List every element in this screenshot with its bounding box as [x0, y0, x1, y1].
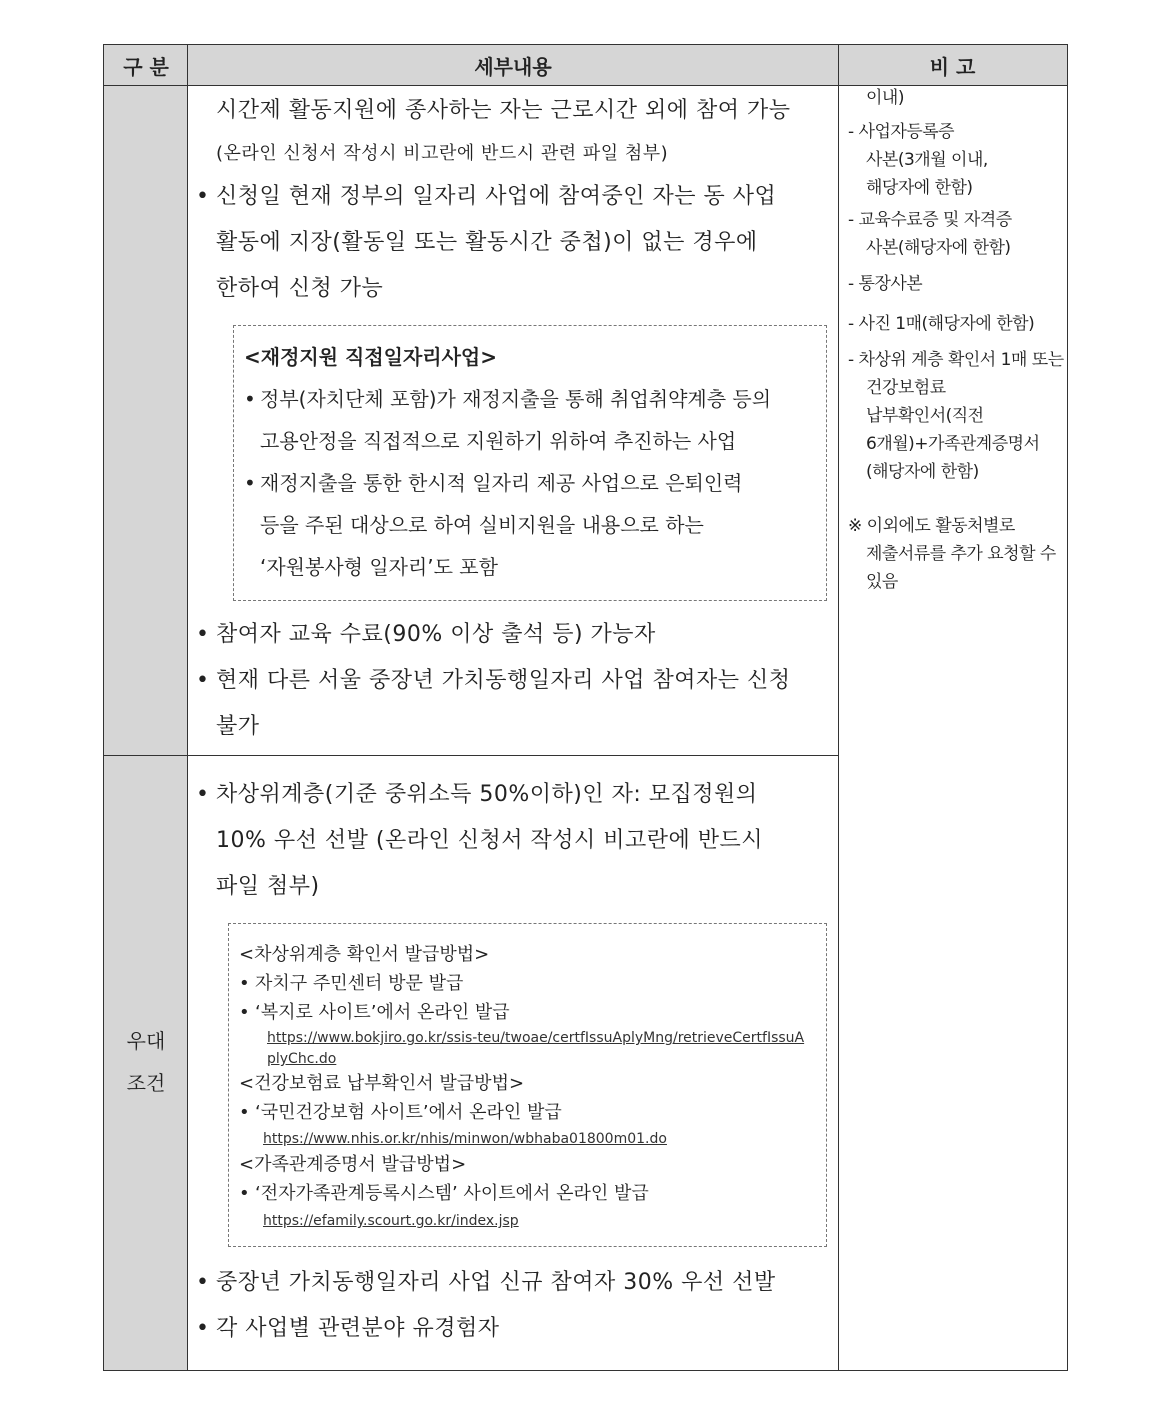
- remark-line: - 통장사본: [848, 274, 923, 294]
- category-label-line1: 우대: [126, 1029, 166, 1053]
- link-nhis[interactable]: https://www.nhis.or.kr/nhis/minwon/wbhaba01800m01.do: [263, 1131, 667, 1147]
- bullet-item: • 중장년 가치동행일자리 사업 신규 참여자 30% 우선 선발: [196, 1270, 776, 1295]
- table-border-left: [103, 44, 104, 1371]
- table-border-top: [103, 44, 1068, 45]
- text-line: (온라인 신청서 작성시 비고란에 반드시 관련 파일 첨부): [216, 143, 669, 164]
- box-title: <차상위계층 확인서 발급방법>: [239, 944, 490, 965]
- remark-line: (해당자에 한함): [866, 462, 979, 482]
- table-col-divider-1: [187, 44, 188, 1371]
- bullet-item: • 각 사업별 관련분야 유경험자: [196, 1316, 500, 1341]
- content-section-eligibility-2: [196, 612, 831, 750]
- header-col-remarks: [838, 45, 1067, 85]
- box-item: 고용안정을 직접적으로 지원하기 위하여 추진하는 사업: [260, 429, 737, 453]
- remark-line: 사본(3개월 이내,: [866, 150, 988, 170]
- remark-line: - 차상위 계층 확인서 1매 또는: [848, 350, 1064, 370]
- category-label-line2: 조건: [126, 1071, 166, 1095]
- remark-line: 있음: [866, 572, 898, 592]
- box-item: ‘자원봉사형 일자리’도 포함: [260, 555, 498, 579]
- text-line: 파일 첨부): [216, 874, 320, 899]
- remark-line: - 교육수료증 및 자격증: [848, 210, 1012, 230]
- remark-line: 사본(해당자에 한함): [866, 238, 1011, 258]
- box-item: • 재정지출을 통한 한시적 일자리 제공 사업으로 은퇴인력: [244, 471, 743, 495]
- box-item: • ‘전자가족관계등록시스템’ 사이트에서 온라인 발급: [239, 1183, 649, 1204]
- box-title: <건강보험료 납부확인서 발급방법>: [239, 1073, 525, 1094]
- text-line: 활동에 지장(활동일 또는 활동시간 중첩)이 없는 경우에: [216, 230, 758, 255]
- link-bokjiro[interactable]: https://www.bokjiro.go.kr/ssis-teu/twoae/certfIssuAplyMng/retrieveCertfIssuA: [267, 1030, 805, 1046]
- remark-line: - 사업자등록증: [848, 122, 955, 142]
- content-section-preference-2: [196, 1260, 831, 1352]
- bullet-item: • 참여자 교육 수료(90% 이상 출석 등) 가능자: [196, 622, 656, 647]
- text-line: 한하여 신청 가능: [216, 276, 384, 301]
- category-label-preference: [104, 1020, 188, 1104]
- category-cell-1: [104, 85, 188, 755]
- table-border-right: [1067, 44, 1068, 1371]
- header-details-label: 세부내용: [474, 54, 552, 79]
- text-line: 10% 우선 선발 (온라인 신청서 작성시 비고란에 반드시: [216, 828, 763, 853]
- link-bokjiro-cont[interactable]: plyChc.do: [267, 1051, 337, 1067]
- link-efamily[interactable]: https://efamily.scourt.go.kr/index.jsp: [263, 1213, 519, 1229]
- box-title: <가족관계증명서 발급방법>: [239, 1154, 467, 1175]
- remark-line: 이내): [866, 88, 904, 108]
- bullet-item: • 차상위계층(기준 중위소득 50%이하)인 자: 모집정원의: [196, 782, 758, 807]
- table-row-divider: [103, 755, 838, 756]
- info-box-direct-jobs: [233, 325, 827, 601]
- remark-line: 6개월)+가족관계증명서: [866, 434, 1040, 454]
- table-col-divider-2: [838, 44, 839, 1371]
- box-item: • 정부(자치단체 포함)가 재정지출을 통해 취업취약계층 등의: [244, 387, 772, 411]
- box-item: • ‘복지로 사이트’에서 온라인 발급: [239, 1002, 510, 1023]
- table-border-bottom: [103, 1370, 1068, 1371]
- remark-line: 제출서류를 추가 요청할 수: [866, 544, 1056, 564]
- remark-line: 건강보험료: [866, 378, 946, 398]
- box-item: • 자치구 주민센터 방문 발급: [239, 973, 464, 994]
- content-section-preference: [196, 772, 831, 910]
- header-col-details: [188, 45, 838, 85]
- remark-line: 납부확인서(직전: [866, 406, 984, 426]
- content-section-eligibility: [196, 88, 831, 312]
- info-box-issuance: [228, 923, 827, 1247]
- header-remarks-label: 비 고: [929, 54, 976, 79]
- text-line: 불가: [216, 714, 260, 739]
- header-col-category: [104, 45, 188, 85]
- box-title: <재정지원 직접일자리사업>: [244, 345, 497, 369]
- bullet-item: • 신청일 현재 정부의 일자리 사업에 참여중인 자는 동 사업: [196, 184, 777, 209]
- box-item: 등을 주된 대상으로 하여 실비지원을 내용으로 하는: [260, 513, 704, 537]
- remark-line: ※ 이외에도 활동처별로: [848, 516, 1015, 536]
- box-item: • ‘국민건강보험 사이트’에서 온라인 발급: [239, 1102, 562, 1123]
- header-category-label: 구 분: [123, 54, 169, 79]
- bullet-item: • 현재 다른 서울 중장년 가치동행일자리 사업 참여자는 신청: [196, 668, 791, 693]
- text-line: 시간제 활동지원에 종사하는 자는 근로시간 외에 참여 가능: [216, 98, 791, 123]
- remark-line: 해당자에 한함): [866, 178, 973, 198]
- remarks-column: [848, 84, 1063, 596]
- remark-line: - 사진 1매(해당자에 한함): [848, 314, 1035, 334]
